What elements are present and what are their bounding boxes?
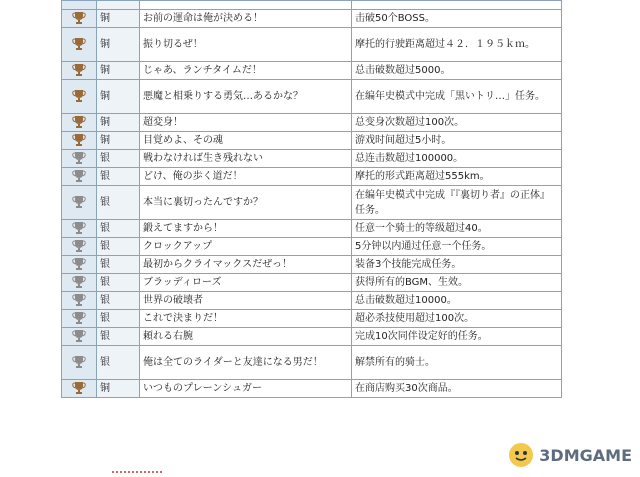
table-row [62, 62, 562, 80]
tier-cell: 铜 [97, 28, 140, 62]
silver-trophy-icon [72, 329, 86, 343]
tier-cell: 银 [97, 328, 140, 346]
trophy-condition-cell: 超必杀技使用超过100次。 [352, 310, 562, 328]
trophy-name-cell: ブラッディローズ [140, 274, 352, 292]
table-row [62, 346, 562, 380]
bronze-trophy-icon [72, 11, 86, 25]
table-row-partial [62, 1, 562, 10]
silver-trophy-icon [72, 195, 86, 209]
silver-trophy-icon [72, 311, 86, 325]
tier-cell: 铜 [97, 380, 140, 398]
icon-cell [62, 114, 97, 132]
silver-trophy-icon [72, 257, 86, 271]
tier-cell: 银 [97, 150, 140, 168]
cut-off-link-underline [112, 471, 162, 477]
icon-cell [62, 28, 97, 62]
trophy-condition-cell: 摩托的形式距离超过555km。 [352, 168, 562, 186]
watermark-logo-icon [507, 441, 535, 469]
watermark [507, 441, 632, 469]
table-row [62, 80, 562, 114]
table-row [62, 292, 562, 310]
trophy-name-cell: 振り切るぜ！ [140, 28, 352, 62]
tier-cell: 铜 [97, 62, 140, 80]
trophy-condition-cell: 5分钟以内通过任意一个任务。 [352, 238, 562, 256]
trophy-name-cell: クロックアップ [140, 238, 352, 256]
trophy-condition-cell: 总变身次数超过100次。 [352, 114, 562, 132]
table-row [62, 114, 562, 132]
icon-cell [62, 328, 97, 346]
trophy-condition-cell: 装备3个技能完成任务。 [352, 256, 562, 274]
trophy-name-cell: 鍛えてますから！ [140, 220, 352, 238]
trophy-condition-cell: 总击破数超过5000。 [352, 62, 562, 80]
silver-trophy-icon [72, 169, 86, 183]
trophy-name-cell: 悪魔と相乗りする勇気…あるかな？ [140, 80, 352, 114]
icon-cell [62, 274, 97, 292]
icon-cell [62, 186, 97, 220]
tier-cell: 银 [97, 186, 140, 220]
trophy-table-body [62, 1, 562, 398]
trophy-condition-cell: 摩托的行驶距离超过４２．１９５ｋｍ。 [352, 28, 562, 62]
table-row [62, 238, 562, 256]
tier-cell: 银 [97, 274, 140, 292]
trophy-condition-cell: 完成10次同伴设定好的任务。 [352, 328, 562, 346]
bronze-trophy-icon [72, 63, 86, 77]
tier-cell: 银 [97, 256, 140, 274]
silver-trophy-icon [72, 151, 86, 165]
table-row [62, 150, 562, 168]
tier-cell: 银 [97, 168, 140, 186]
bronze-trophy-icon [72, 37, 86, 51]
table-row [62, 256, 562, 274]
table-row [62, 380, 562, 398]
icon-cell [62, 380, 97, 398]
table-row [62, 328, 562, 346]
icon-cell [62, 310, 97, 328]
trophy-condition-cell: 解禁所有的骑士。 [352, 346, 562, 380]
trophy-name-cell: どけ、俺の歩く道だ！ [140, 168, 352, 186]
icon-cell [62, 1, 97, 10]
trophy-condition-cell: 任意一个骑士的等级超过40。 [352, 220, 562, 238]
silver-trophy-icon [72, 275, 86, 289]
tier-cell: 银 [97, 346, 140, 380]
trophy-name-cell: これで決まりだ！ [140, 310, 352, 328]
bronze-trophy-icon [72, 133, 86, 147]
icon-cell [62, 150, 97, 168]
icon-cell [62, 168, 97, 186]
silver-trophy-icon [72, 355, 86, 369]
trophy-condition-cell: 获得所有的BGM、生效。 [352, 274, 562, 292]
tier-cell: 银 [97, 292, 140, 310]
tier-cell: 银 [97, 220, 140, 238]
trophy-name-cell: じゃあ、ランチタイムだ！ [140, 62, 352, 80]
icon-cell [62, 10, 97, 28]
name-cell [140, 1, 352, 10]
table-row [62, 274, 562, 292]
trophy-name-cell: 最初からクライマックスだぜっ！ [140, 256, 352, 274]
trophy-name-cell: 目覚めよ、その魂 [140, 132, 352, 150]
icon-cell [62, 62, 97, 80]
trophy-condition-cell: 游戏时间超过5小时。 [352, 132, 562, 150]
icon-cell [62, 346, 97, 380]
bronze-trophy-icon [72, 89, 86, 103]
trophy-condition-cell: 在商店购买30次商品。 [352, 380, 562, 398]
desc-cell [352, 1, 562, 10]
trophy-name-cell: 頼れる右腕 [140, 328, 352, 346]
icon-cell [62, 238, 97, 256]
trophy-condition-cell: 在编年史模式中完成『『裏切り者』の正体』任务。 [352, 186, 562, 220]
table-row [62, 220, 562, 238]
bronze-trophy-icon [72, 381, 86, 395]
icon-cell [62, 132, 97, 150]
trophy-name-cell: お前の運命は俺が決める！ [140, 10, 352, 28]
icon-cell [62, 292, 97, 310]
trophy-table [61, 0, 562, 398]
trophy-name-cell: 本当に裏切ったんですか？ [140, 186, 352, 220]
icon-cell [62, 256, 97, 274]
tier-cell: 铜 [97, 132, 140, 150]
table-row [62, 10, 562, 28]
tier-cell: 银 [97, 238, 140, 256]
table-row [62, 132, 562, 150]
watermark-text: 3DMGAME [539, 445, 632, 465]
table-row [62, 168, 562, 186]
silver-trophy-icon [72, 293, 86, 307]
table-row [62, 28, 562, 62]
trophy-name-cell: 世界の破壊者 [140, 292, 352, 310]
trophy-name-cell: 俺は全てのライダーと友達になる男だ！ [140, 346, 352, 380]
trophy-name-cell: 超変身！ [140, 114, 352, 132]
table-row [62, 186, 562, 220]
tier-cell: 铜 [97, 80, 140, 114]
trophy-condition-cell: 击破50个BOSS。 [352, 10, 562, 28]
table-row [62, 310, 562, 328]
icon-cell [62, 220, 97, 238]
trophy-name-cell: 戦わなければ生き残れない [140, 150, 352, 168]
trophy-name-cell: いつものプレーンシュガー [140, 380, 352, 398]
silver-trophy-icon [72, 239, 86, 253]
tier-cell: 铜 [97, 10, 140, 28]
trophy-condition-cell: 总击破数超过10000。 [352, 292, 562, 310]
bronze-trophy-icon [72, 115, 86, 129]
tier-cell: 铜 [97, 114, 140, 132]
icon-cell [62, 80, 97, 114]
tier-cell [97, 1, 140, 10]
trophy-condition-cell: 在编年史模式中完成「黒いトリ…」任务。 [352, 80, 562, 114]
tier-cell: 银 [97, 310, 140, 328]
silver-trophy-icon [72, 221, 86, 235]
trophy-condition-cell: 总连击数超过100000。 [352, 150, 562, 168]
